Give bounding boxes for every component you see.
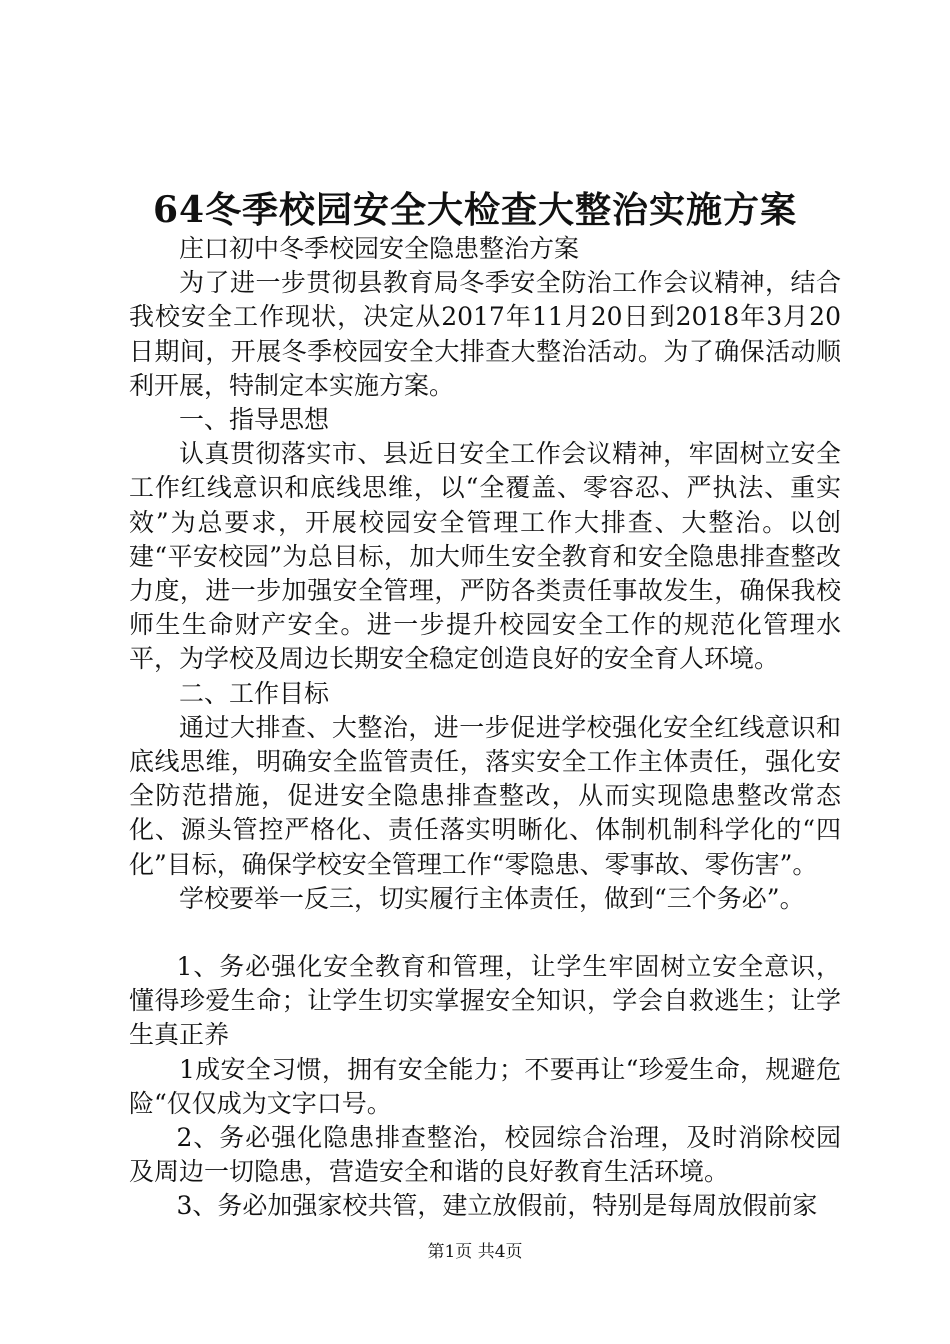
section-heading-guiding-thought: 一、指导思想 — [179, 405, 330, 435]
section-heading-work-goals: 二、工作目标 — [179, 678, 330, 708]
subtitle-paragraph: 庄口初中冬季校园安全隐患整治方案 — [179, 234, 580, 263]
must-item-1-continued: 1成安全习惯，拥有安全能力；不要再让“珍爱生命，规避危险“仅仅成为文字口号。 — [129, 1054, 841, 1118]
must-item-2: 2、务必强化隐患排查整治，校园综合治理，及时消除校园及周边一切隐患，营造安全和谐的良好教育生活环境。 — [129, 1123, 841, 1187]
must-item-3: 3、务必加强家校共管，建立放假前，特别是每周放假前家 — [176, 1191, 818, 1221]
three-musts-paragraph: 学校要举一反三，切实履行主体责任，做到“三个务必”。 — [179, 883, 805, 913]
document-body — [129, 232, 841, 1224]
must-item-1: 1、务必强化安全教育和管理，让学生牢固树立安全意识，懂得珍爱生命；让学生切实掌握安全知识，学会自救逃生；让学生真正养 — [129, 952, 841, 1050]
work-goals-paragraph: 通过大排查、大整治，进一步促进学校强化安全红线意识和底线思维，明确安全监管责任，落实安全工作主体责任，强化安全防范措施，促进安全隐患排查整改，从而实现隐患整改常态化、源头管控严格化、责任落实明晰化、体制机制科学化的“四化”目标，确保学校安全管理工作“零隐患、零事故、零伤害”。 — [129, 712, 841, 879]
intro-paragraph: 为了进一步贯彻县教育局冬季安全防治工作会议精神，结合我校安全工作现状，决定从2017年11月20日到2018年3月20日期间，开展冬季校园安全大排查大整治活动。为了确保活动顺利开展，特制定本实施方案。 — [129, 268, 841, 400]
document-title: 64冬季校园安全大检查大整治实施方案 — [152, 189, 798, 231]
page-footer: 第1页 共4页 — [427, 1242, 523, 1262]
guiding-thought-paragraph: 认真贯彻落实市、县近日安全工作会议精神，牢固树立安全工作红线意识和底线思维，以“全覆盖、零容忍、严执法、重实效”为总要求，开展校园安全管理工作大排查、大整治。以创建“平安校园”为总目标，加大师生安全教育和安全隐患排查整改力度，进一步加强安全管理，严防各类责任事故发生，确保我校师生生命财产安全。进一步提升校园安全工作的规范化管理水平，为学校及周边长期安全稳定创造良好的安全育人环境。 — [129, 439, 841, 674]
